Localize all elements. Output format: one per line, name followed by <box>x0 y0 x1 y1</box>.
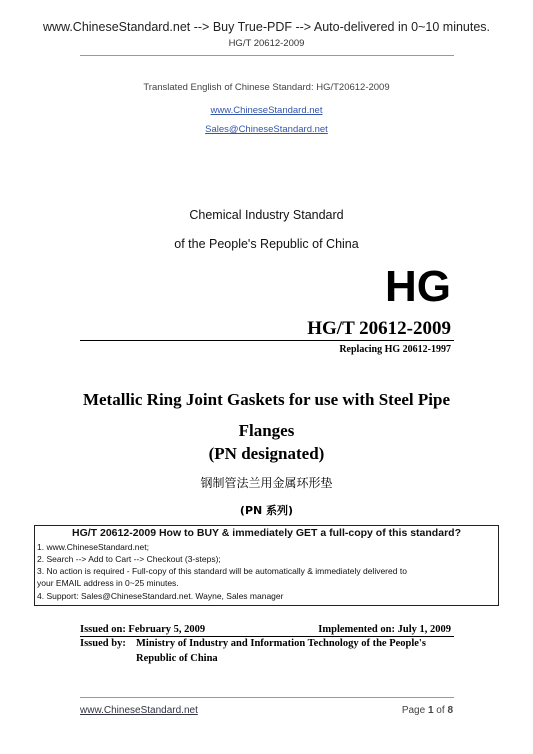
page-indicator <box>402 705 453 716</box>
header-code: HG/T 20612-2009 <box>228 38 305 49</box>
translation-note: Translated English of Chinese Standard: HG/T20612-2009 <box>143 82 390 93</box>
header-divider <box>80 55 454 56</box>
standard-replacing: Replacing HG 20612-1997 <box>339 344 451 355</box>
standard-line-2: of the People's Republic of China <box>174 237 359 251</box>
issue-divider <box>80 636 454 637</box>
translation-email-link[interactable]: Sales@ChineseStandard.net <box>205 124 328 135</box>
footer-website-row <box>80 705 198 716</box>
buy-step-3: 3. No action is required - Full-copy of this standard will be automatically & immediately delivered to <box>37 566 407 576</box>
translation-website-row <box>0 100 533 118</box>
title-line-2: Flanges <box>238 421 295 440</box>
footer-website-link[interactable]: www.ChineseStandard.net <box>80 705 198 716</box>
standard-code: HG/T 20612-2009 <box>307 318 451 339</box>
title-line-3: (PN designated) <box>208 444 325 463</box>
issued-by-label: Issued by: <box>80 638 126 649</box>
buy-info-box <box>34 525 499 606</box>
page-total: 8 <box>447 705 453 716</box>
buy-step-2: 2. Search --> Add to Cart --> Checkout (3-steps); <box>37 554 221 564</box>
standard-divider <box>80 340 454 341</box>
page-current: 1 <box>427 705 434 716</box>
buy-step-4: 4. Support: Sales@ChineseStandard.net. Wayne, Sales manager <box>37 591 284 601</box>
title-line-1: Metallic Ring Joint Gaskets for use with Steel Pipe <box>82 390 451 409</box>
buy-step-3-cont: your EMAIL address in 0~25 minutes. <box>37 578 179 588</box>
issued-by-line-1: Ministry of Industry and Information Technology of the People's <box>136 638 426 649</box>
title-chinese-sub: (PN 系列) <box>239 504 294 517</box>
footer-divider <box>80 697 454 698</box>
translation-email-row <box>0 119 533 137</box>
implemented-on: Implemented on: July 1, 2009 <box>318 624 451 635</box>
header-banner: www.ChineseStandard.net --> Buy True-PDF --> Auto-delivered in 0~10 minutes. <box>42 20 491 34</box>
standard-abbrev: HG <box>385 262 451 311</box>
issued-on: Issued on: February 5, 2009 <box>80 624 206 635</box>
page-prefix: Page <box>401 705 428 716</box>
translation-website-link[interactable]: www.ChineseStandard.net <box>210 105 323 116</box>
page-sep: of <box>433 705 448 716</box>
standard-line-1: Chemical Industry Standard <box>189 208 344 222</box>
title-chinese: 钢制管法兰用金属环形垫 <box>200 476 333 490</box>
buy-box-heading: HG/T 20612-2009 How to BUY & immediately GET a full-copy of this standard? <box>72 527 461 539</box>
buy-step-1: 1. www.ChineseStandard.net; <box>37 542 149 552</box>
issued-by-line-2: Republic of China <box>136 653 218 664</box>
